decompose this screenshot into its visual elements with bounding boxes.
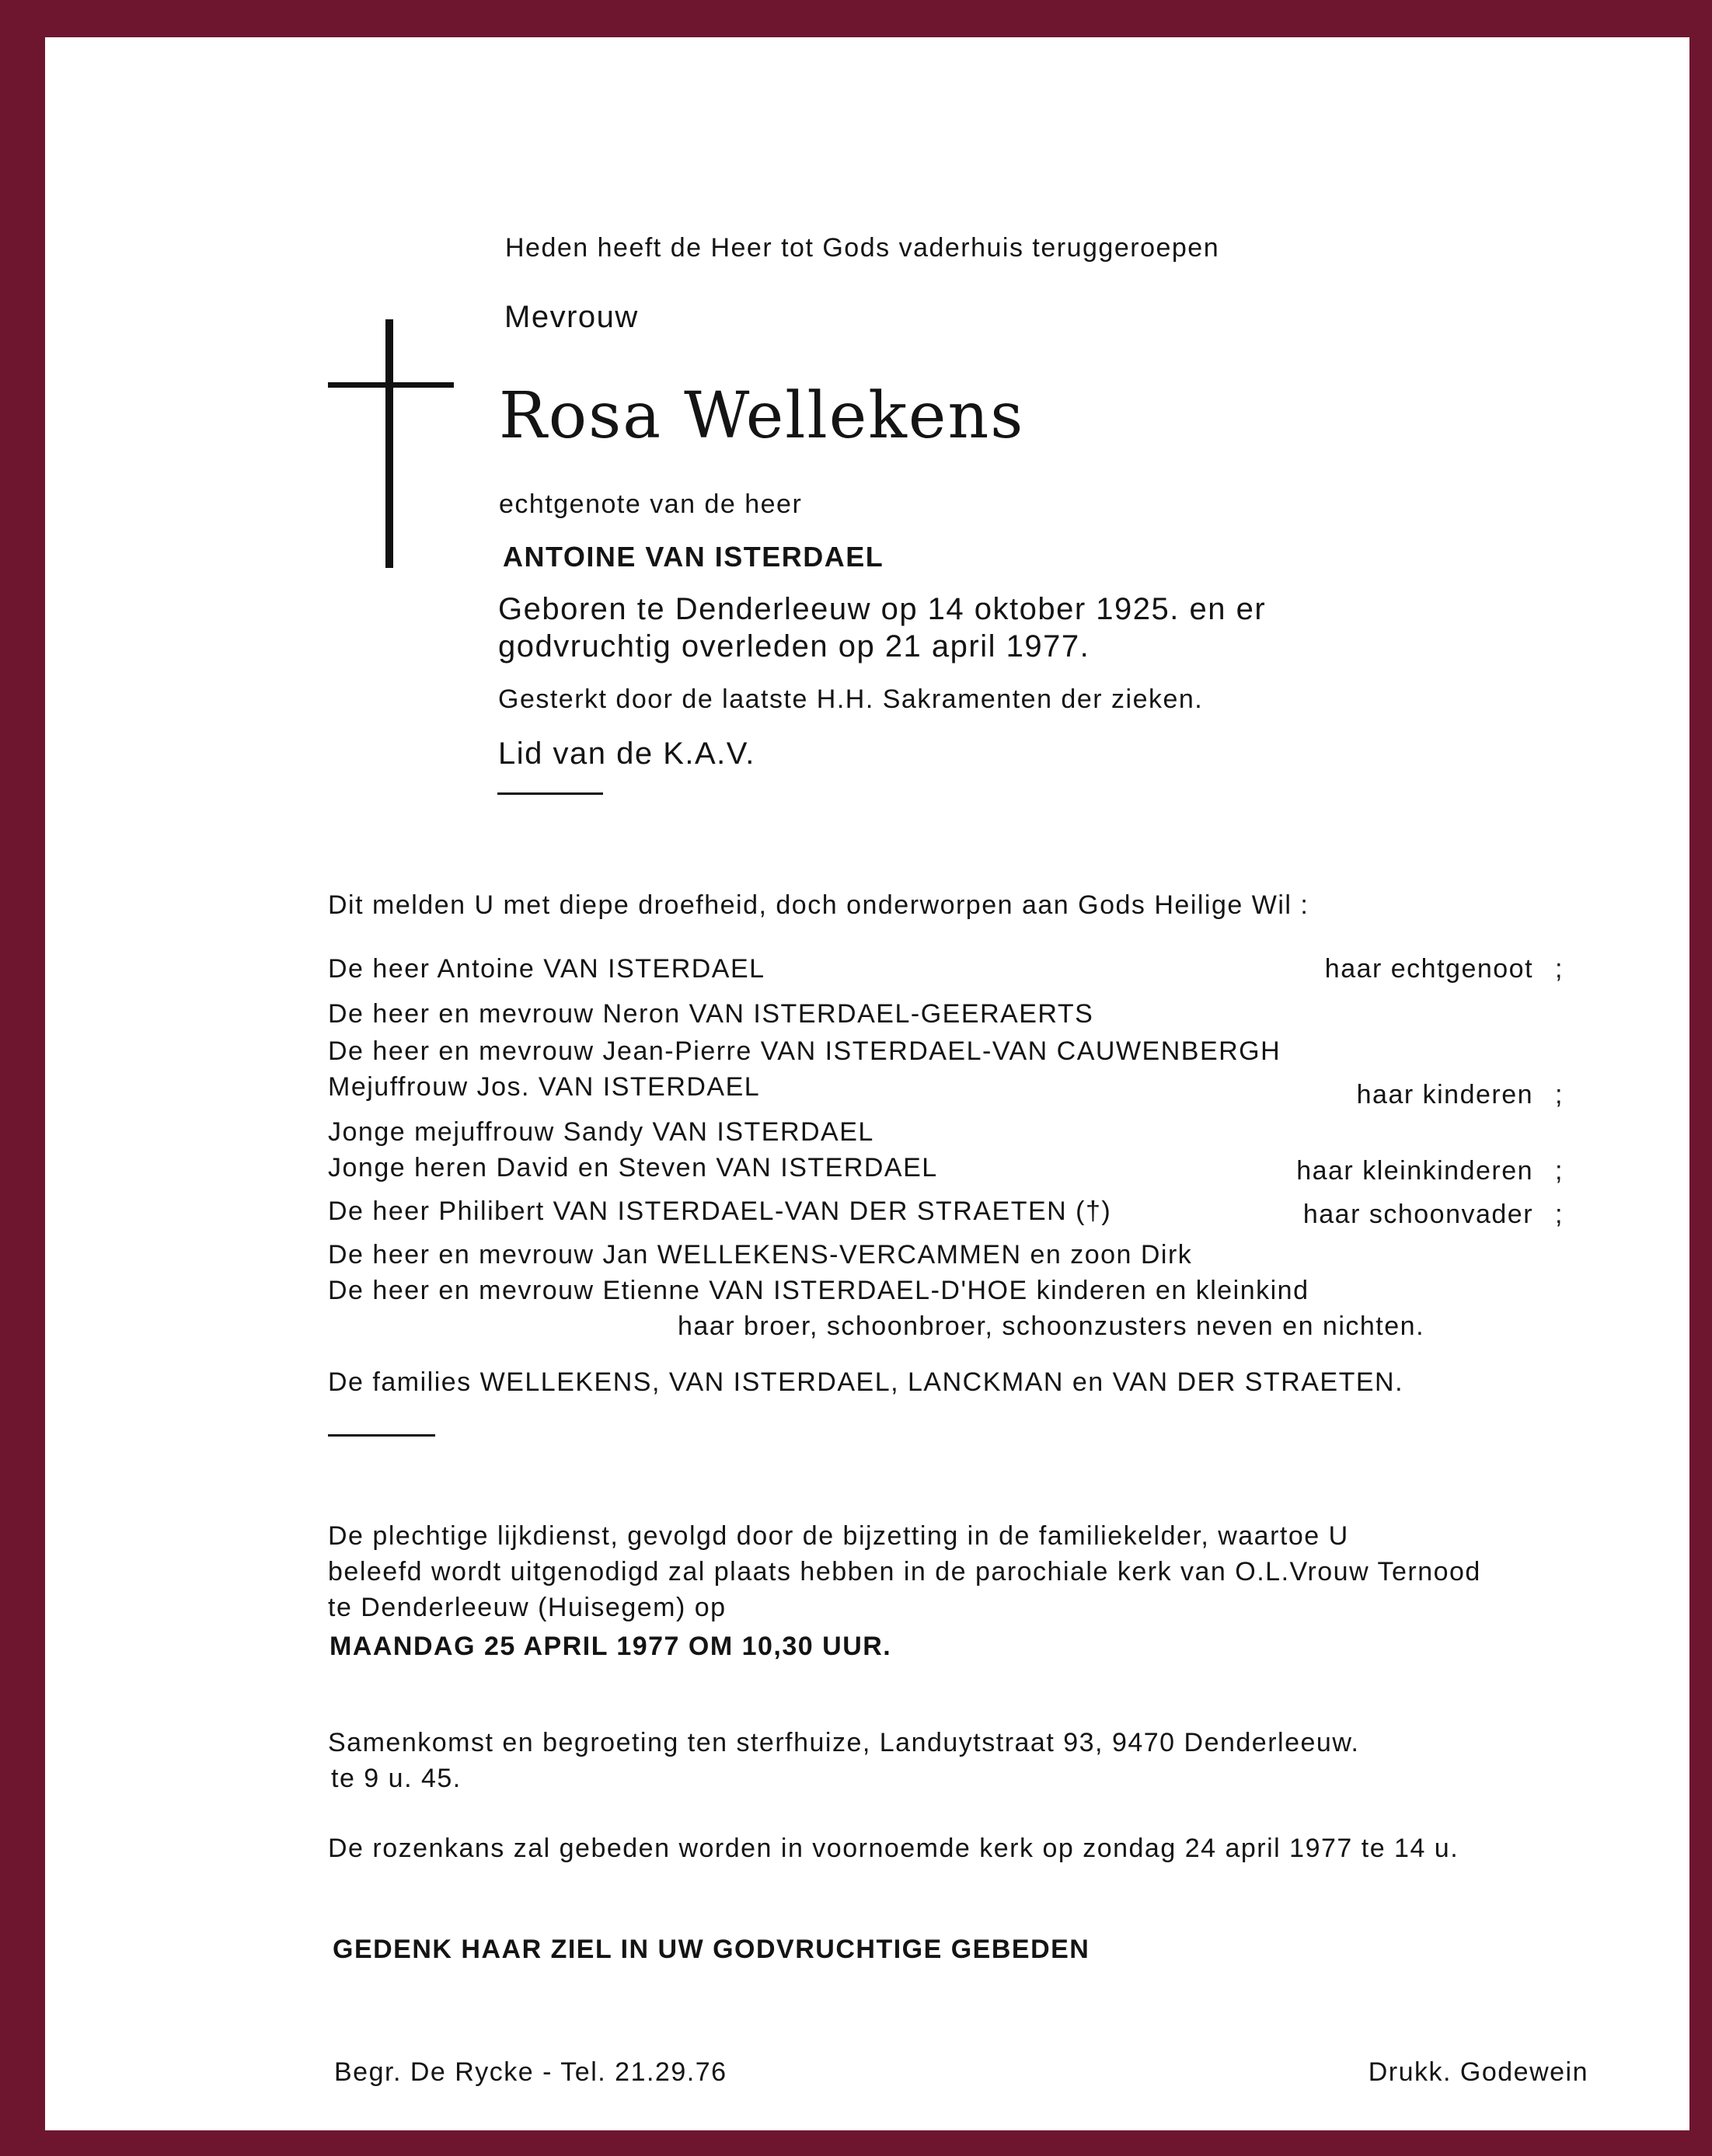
families-line: De families WELLEKENS, VAN ISTERDAEL, LANCKMAN en VAN DER STRAETEN. <box>328 1367 1404 1397</box>
cross-icon <box>385 319 393 568</box>
family-row <box>328 1196 1564 1231</box>
family-row <box>328 954 1564 988</box>
cross-icon-bar <box>328 382 454 388</box>
family-member: De heer Antoine VAN ISTERDAEL <box>328 954 765 984</box>
birth-line-2: godvruchtig overleden op 21 april 1977. <box>498 629 1090 664</box>
service-line-2: beleefd wordt uitgenodigd zal plaats hebben in de parochiale kerk van O.L.Vrouw Ternood <box>328 1557 1481 1587</box>
closing-prayer: GEDENK HAAR ZIEL IN UW GODVRUCHTIGE GEBEDEN <box>333 1935 1090 1964</box>
relation-label: haar kinderen <box>1356 1080 1534 1109</box>
relation-label: haar kleinkinderen <box>1296 1156 1534 1186</box>
title-text: Mevrouw <box>504 300 639 334</box>
relation-label: haar schoonvader <box>1302 1200 1534 1229</box>
deceased-name: Rosa Wellekens <box>499 379 1025 453</box>
family-member: Jonge heren David en Steven VAN ISTERDAEL <box>328 1153 938 1182</box>
siblings-line: haar broer, schoonbroer, schoonzusters neven en nichten. <box>678 1311 1425 1341</box>
undertaker-info: Begr. De Rycke - Tel. 21.29.76 <box>334 2057 727 2087</box>
header-divider <box>497 792 603 795</box>
intro-text: Heden heeft de Heer tot Gods vaderhuis teruggeroepen <box>505 233 1220 263</box>
family-member: De heer en mevrouw Jean-Pierre VAN ISTERDAEL-VAN CAUWENBERGH <box>328 1036 1281 1066</box>
family-member: De heer en mevrouw Jan WELLEKENS-VERCAMMEN en zoon Dirk <box>328 1240 1193 1270</box>
printer-info: Drukk. Godewein <box>1368 2057 1588 2087</box>
gathering-line-2: te 9 u. 45. <box>331 1764 462 1793</box>
family-member: De heer en mevrouw Neron VAN ISTERDAEL-GEERAERTS <box>328 999 1094 1029</box>
family-row <box>328 1276 1564 1310</box>
row-semicolon: ; <box>1555 1200 1564 1229</box>
row-semicolon: ; <box>1555 1080 1564 1109</box>
spouse-intro: echtgenote van de heer <box>499 489 803 519</box>
service-line-1: De plechtige lijkdienst, gevolgd door de bijzetting in de familiekelder, waartoe U <box>328 1521 1349 1551</box>
sacraments-text: Gesterkt door de laatste H.H. Sakramenten der zieken. <box>498 684 1204 714</box>
family-member: Mejuffrouw Jos. VAN ISTERDAEL <box>328 1072 761 1102</box>
family-row <box>328 1117 1564 1151</box>
family-member: De heer Philibert VAN ISTERDAEL-VAN DER STRAETEN (†) <box>328 1196 1112 1226</box>
announcement-intro: Dit melden U met diepe droefheid, doch onderworpen aan Gods Heilige Wil : <box>328 890 1309 920</box>
rosary-line: De rozenkans zal gebeden worden in voornoemde kerk op zondag 24 april 1977 te 14 u. <box>328 1834 1459 1863</box>
service-line-3: te Denderleeuw (Huisegem) op <box>328 1593 727 1622</box>
memorial-card <box>45 37 1689 2130</box>
family-member: De heer en mevrouw Etienne VAN ISTERDAEL-D'HOE kinderen en kleinkind <box>328 1276 1309 1305</box>
family-row <box>328 1153 1564 1187</box>
service-datetime: MAANDAG 25 APRIL 1977 OM 10,30 UUR. <box>329 1632 892 1661</box>
family-row <box>328 1072 1564 1109</box>
family-member: Jonge mejuffrouw Sandy VAN ISTERDAEL <box>328 1117 874 1147</box>
membership-text: Lid van de K.A.V. <box>498 737 755 771</box>
gathering-line-1: Samenkomst en begroeting ten sterfhuize, Landuytstraat 93, 9470 Denderleeuw. <box>328 1728 1360 1757</box>
relation-label: haar echtgenoot <box>1324 954 1534 984</box>
family-row <box>328 1240 1564 1274</box>
spouse-name: ANTOINE VAN ISTERDAEL <box>503 541 884 573</box>
birth-line-1: Geboren te Denderleeuw op 14 oktober 1925. en er <box>498 592 1267 626</box>
row-semicolon: ; <box>1555 954 1564 984</box>
family-row <box>328 999 1564 1033</box>
announcement-divider <box>328 1434 435 1437</box>
row-semicolon: ; <box>1555 1156 1564 1186</box>
family-row <box>328 1036 1564 1071</box>
